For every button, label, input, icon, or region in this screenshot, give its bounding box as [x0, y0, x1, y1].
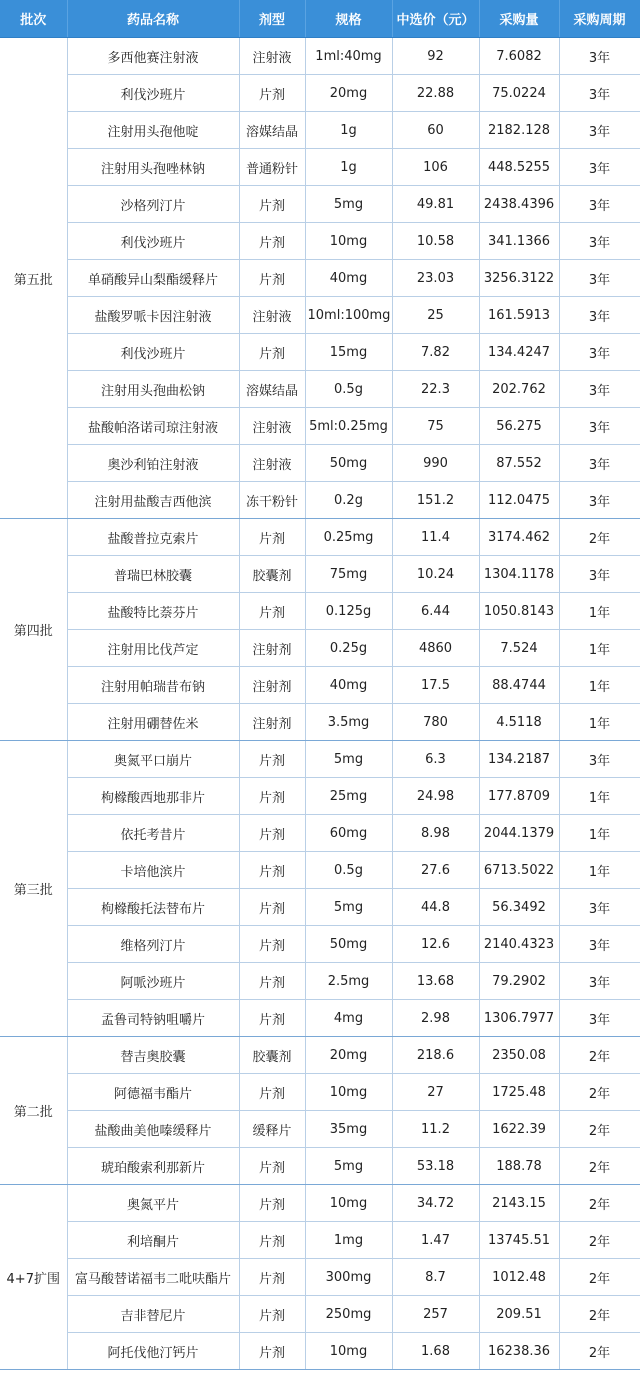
- table-row: [0, 815, 640, 852]
- header-dosage-form: 剂型: [239, 0, 305, 38]
- drug-name-cell: 依托考昔片: [67, 815, 239, 852]
- cycle-cell: 3年: [559, 149, 640, 186]
- spec-cell: 0.125g: [305, 593, 392, 630]
- spec-cell: 10mg: [305, 1074, 392, 1111]
- table-row: [0, 408, 640, 445]
- dosage-form-cell: 片剂: [239, 1074, 305, 1111]
- volume-cell: 112.0475: [479, 482, 559, 519]
- dosage-form-cell: 片剂: [239, 741, 305, 778]
- price-cell: 27: [392, 1074, 479, 1111]
- table-body: [0, 38, 640, 1370]
- volume-cell: 75.0224: [479, 75, 559, 112]
- price-cell: 1.68: [392, 1333, 479, 1370]
- price-cell: 10.58: [392, 223, 479, 260]
- drug-name-cell: 注射用比伐芦定: [67, 630, 239, 667]
- dosage-form-cell: 片剂: [239, 260, 305, 297]
- spec-cell: 2.5mg: [305, 963, 392, 1000]
- price-cell: 27.6: [392, 852, 479, 889]
- spec-cell: 50mg: [305, 445, 392, 482]
- price-cell: 2.98: [392, 1000, 479, 1037]
- price-cell: 60: [392, 112, 479, 149]
- price-cell: 22.3: [392, 371, 479, 408]
- volume-cell: 1725.48: [479, 1074, 559, 1111]
- dosage-form-cell: 溶媒结晶: [239, 112, 305, 149]
- volume-cell: 1304.1178: [479, 556, 559, 593]
- volume-cell: 3256.3122: [479, 260, 559, 297]
- dosage-form-cell: 片剂: [239, 815, 305, 852]
- header-spec: 规格: [305, 0, 392, 38]
- volume-cell: 7.524: [479, 630, 559, 667]
- price-cell: 990: [392, 445, 479, 482]
- table-row: [0, 334, 640, 371]
- cycle-cell: 2年: [559, 1037, 640, 1074]
- drug-name-cell: 多西他赛注射液: [67, 38, 239, 75]
- volume-cell: 2438.4396: [479, 186, 559, 223]
- cycle-cell: 3年: [559, 963, 640, 1000]
- spec-cell: 15mg: [305, 334, 392, 371]
- drug-name-cell: 利伐沙班片: [67, 75, 239, 112]
- spec-cell: 4mg: [305, 1000, 392, 1037]
- volume-cell: 2140.4323: [479, 926, 559, 963]
- table-row: [0, 556, 640, 593]
- cycle-cell: 3年: [559, 482, 640, 519]
- cycle-cell: 1年: [559, 630, 640, 667]
- table-row: [0, 667, 640, 704]
- drug-name-cell: 替吉奥胶囊: [67, 1037, 239, 1074]
- drug-name-cell: 注射用头孢曲松钠: [67, 371, 239, 408]
- spec-cell: 40mg: [305, 667, 392, 704]
- volume-cell: 1012.48: [479, 1259, 559, 1296]
- volume-cell: 79.2902: [479, 963, 559, 1000]
- spec-cell: 0.5g: [305, 852, 392, 889]
- cycle-cell: 1年: [559, 667, 640, 704]
- dosage-form-cell: 片剂: [239, 852, 305, 889]
- volume-cell: 3174.462: [479, 519, 559, 556]
- cycle-cell: 3年: [559, 445, 640, 482]
- spec-cell: 5mg: [305, 186, 392, 223]
- price-cell: 25: [392, 297, 479, 334]
- price-cell: 218.6: [392, 1037, 479, 1074]
- dosage-form-cell: 普通粉针: [239, 149, 305, 186]
- drug-name-cell: 单硝酸异山梨酯缓释片: [67, 260, 239, 297]
- drug-name-cell: 盐酸特比萘芬片: [67, 593, 239, 630]
- cycle-cell: 2年: [559, 1259, 640, 1296]
- dosage-form-cell: 片剂: [239, 223, 305, 260]
- spec-cell: 10mg: [305, 1333, 392, 1370]
- volume-cell: 1050.8143: [479, 593, 559, 630]
- cycle-cell: 2年: [559, 1296, 640, 1333]
- cycle-cell: 1年: [559, 815, 640, 852]
- batch-cell: 第二批: [0, 1037, 67, 1185]
- table-row: [0, 1259, 640, 1296]
- price-cell: 106: [392, 149, 479, 186]
- price-cell: 6.3: [392, 741, 479, 778]
- dosage-form-cell: 注射液: [239, 408, 305, 445]
- dosage-form-cell: 片剂: [239, 334, 305, 371]
- volume-cell: 2143.15: [479, 1185, 559, 1222]
- spec-cell: 40mg: [305, 260, 392, 297]
- drug-name-cell: 利伐沙班片: [67, 223, 239, 260]
- drug-name-cell: 盐酸曲美他嗪缓释片: [67, 1111, 239, 1148]
- drug-name-cell: 盐酸罗哌卡因注射液: [67, 297, 239, 334]
- drug-name-cell: 普瑞巴林胶囊: [67, 556, 239, 593]
- price-cell: 23.03: [392, 260, 479, 297]
- cycle-cell: 3年: [559, 741, 640, 778]
- cycle-cell: 3年: [559, 223, 640, 260]
- price-cell: 75: [392, 408, 479, 445]
- table-row: [0, 1148, 640, 1185]
- cycle-cell: 2年: [559, 1111, 640, 1148]
- price-cell: 92: [392, 38, 479, 75]
- volume-cell: 161.5913: [479, 297, 559, 334]
- volume-cell: 177.8709: [479, 778, 559, 815]
- dosage-form-cell: 片剂: [239, 926, 305, 963]
- table-row: [0, 482, 640, 519]
- table-row: [0, 38, 640, 75]
- header-volume: 采购量: [479, 0, 559, 38]
- drug-name-cell: 阿哌沙班片: [67, 963, 239, 1000]
- spec-cell: 75mg: [305, 556, 392, 593]
- spec-cell: 1g: [305, 149, 392, 186]
- cycle-cell: 2年: [559, 1185, 640, 1222]
- drug-name-cell: 吉非替尼片: [67, 1296, 239, 1333]
- dosage-form-cell: 片剂: [239, 1222, 305, 1259]
- volume-cell: 88.4744: [479, 667, 559, 704]
- volume-cell: 202.762: [479, 371, 559, 408]
- dosage-form-cell: 片剂: [239, 1148, 305, 1185]
- table-row: [0, 741, 640, 778]
- table-row: [0, 75, 640, 112]
- price-cell: 8.98: [392, 815, 479, 852]
- price-cell: 6.44: [392, 593, 479, 630]
- dosage-form-cell: 片剂: [239, 593, 305, 630]
- batch-cell: 第四批: [0, 519, 67, 741]
- cycle-cell: 3年: [559, 556, 640, 593]
- volume-cell: 56.275: [479, 408, 559, 445]
- drug-name-cell: 利培酮片: [67, 1222, 239, 1259]
- table-row: [0, 519, 640, 556]
- spec-cell: 10mg: [305, 223, 392, 260]
- volume-cell: 2044.1379: [479, 815, 559, 852]
- spec-cell: 0.25g: [305, 630, 392, 667]
- drug-name-cell: 枸橼酸托法替布片: [67, 889, 239, 926]
- price-cell: 24.98: [392, 778, 479, 815]
- table-row: [0, 186, 640, 223]
- spec-cell: 1g: [305, 112, 392, 149]
- spec-cell: 25mg: [305, 778, 392, 815]
- cycle-cell: 3年: [559, 186, 640, 223]
- table-row: [0, 1074, 640, 1111]
- header-price: 中选价（元）: [392, 0, 479, 38]
- volume-cell: 2182.128: [479, 112, 559, 149]
- volume-cell: 6713.5022: [479, 852, 559, 889]
- cycle-cell: 2年: [559, 1333, 640, 1370]
- table-row: [0, 371, 640, 408]
- spec-cell: 0.5g: [305, 371, 392, 408]
- dosage-form-cell: 片剂: [239, 1296, 305, 1333]
- drug-name-cell: 奥氮平口崩片: [67, 741, 239, 778]
- batch-cell: 4+7扩围: [0, 1185, 67, 1370]
- dosage-form-cell: 注射液: [239, 445, 305, 482]
- dosage-form-cell: 片剂: [239, 1259, 305, 1296]
- price-cell: 7.82: [392, 334, 479, 371]
- header-cycle: 采购周期: [559, 0, 640, 38]
- spec-cell: 5ml:0.25mg: [305, 408, 392, 445]
- dosage-form-cell: 注射剂: [239, 630, 305, 667]
- volume-cell: 209.51: [479, 1296, 559, 1333]
- drug-name-cell: 奥氮平片: [67, 1185, 239, 1222]
- dosage-form-cell: 注射液: [239, 38, 305, 75]
- drug-name-cell: 利伐沙班片: [67, 334, 239, 371]
- drug-name-cell: 注射用头孢他啶: [67, 112, 239, 149]
- spec-cell: 50mg: [305, 926, 392, 963]
- table-row: [0, 1296, 640, 1333]
- cycle-cell: 3年: [559, 38, 640, 75]
- dosage-form-cell: 片剂: [239, 1185, 305, 1222]
- table-row: [0, 630, 640, 667]
- dosage-form-cell: 溶媒结晶: [239, 371, 305, 408]
- drug-name-cell: 阿德福韦酯片: [67, 1074, 239, 1111]
- spec-cell: 1ml:40mg: [305, 38, 392, 75]
- drug-name-cell: 阿托伐他汀钙片: [67, 1333, 239, 1370]
- price-cell: 780: [392, 704, 479, 741]
- table-row: [0, 593, 640, 630]
- dosage-form-cell: 冻干粉针: [239, 482, 305, 519]
- drug-name-cell: 奥沙利铂注射液: [67, 445, 239, 482]
- price-cell: 12.6: [392, 926, 479, 963]
- price-cell: 34.72: [392, 1185, 479, 1222]
- spec-cell: 5mg: [305, 1148, 392, 1185]
- table-row: [0, 1185, 640, 1222]
- table-row: [0, 704, 640, 741]
- dosage-form-cell: 注射剂: [239, 704, 305, 741]
- cycle-cell: 3年: [559, 371, 640, 408]
- volume-cell: 448.5255: [479, 149, 559, 186]
- table-row: [0, 445, 640, 482]
- drug-name-cell: 注射用盐酸吉西他滨: [67, 482, 239, 519]
- volume-cell: 2350.08: [479, 1037, 559, 1074]
- spec-cell: 1mg: [305, 1222, 392, 1259]
- table-row: [0, 1000, 640, 1037]
- drug-name-cell: 盐酸帕洛诺司琼注射液: [67, 408, 239, 445]
- drug-name-cell: 孟鲁司特钠咀嚼片: [67, 1000, 239, 1037]
- table-row: [0, 260, 640, 297]
- table-row: [0, 297, 640, 334]
- cycle-cell: 2年: [559, 1074, 640, 1111]
- spec-cell: 300mg: [305, 1259, 392, 1296]
- spec-cell: 20mg: [305, 75, 392, 112]
- table-row: [0, 889, 640, 926]
- price-cell: 49.81: [392, 186, 479, 223]
- cycle-cell: 3年: [559, 408, 640, 445]
- drug-name-cell: 琥珀酸索利那新片: [67, 1148, 239, 1185]
- volume-cell: 188.78: [479, 1148, 559, 1185]
- volume-cell: 4.5118: [479, 704, 559, 741]
- table-row: [0, 149, 640, 186]
- price-cell: 13.68: [392, 963, 479, 1000]
- price-cell: 1.47: [392, 1222, 479, 1259]
- cycle-cell: 1年: [559, 852, 640, 889]
- cycle-cell: 3年: [559, 889, 640, 926]
- cycle-cell: 2年: [559, 1222, 640, 1259]
- spec-cell: 0.2g: [305, 482, 392, 519]
- cycle-cell: 3年: [559, 112, 640, 149]
- spec-cell: 60mg: [305, 815, 392, 852]
- volume-cell: 1306.7977: [479, 1000, 559, 1037]
- volume-cell: 87.552: [479, 445, 559, 482]
- spec-cell: 250mg: [305, 1296, 392, 1333]
- cycle-cell: 1年: [559, 778, 640, 815]
- cycle-cell: 3年: [559, 1000, 640, 1037]
- drug-name-cell: 盐酸普拉克索片: [67, 519, 239, 556]
- volume-cell: 56.3492: [479, 889, 559, 926]
- drug-name-cell: 富马酸替诺福韦二吡呋酯片: [67, 1259, 239, 1296]
- dosage-form-cell: 片剂: [239, 963, 305, 1000]
- dosage-form-cell: 缓释片: [239, 1111, 305, 1148]
- price-cell: 22.88: [392, 75, 479, 112]
- volume-cell: 16238.36: [479, 1333, 559, 1370]
- cycle-cell: 2年: [559, 519, 640, 556]
- cycle-cell: 3年: [559, 75, 640, 112]
- batch-cell: 第五批: [0, 38, 67, 519]
- price-cell: 11.2: [392, 1111, 479, 1148]
- cycle-cell: 3年: [559, 260, 640, 297]
- drug-name-cell: 卡培他滨片: [67, 852, 239, 889]
- table-row: [0, 1111, 640, 1148]
- dosage-form-cell: 片剂: [239, 889, 305, 926]
- dosage-form-cell: 片剂: [239, 519, 305, 556]
- dosage-form-cell: 胶囊剂: [239, 1037, 305, 1074]
- dosage-form-cell: 注射剂: [239, 667, 305, 704]
- table-row: [0, 1037, 640, 1074]
- table-row: [0, 963, 640, 1000]
- spec-cell: 5mg: [305, 741, 392, 778]
- drug-name-cell: 维格列汀片: [67, 926, 239, 963]
- drug-name-cell: 沙格列汀片: [67, 186, 239, 223]
- dosage-form-cell: 片剂: [239, 1333, 305, 1370]
- drug-name-cell: 注射用帕瑞昔布钠: [67, 667, 239, 704]
- drug-name-cell: 注射用硼替佐米: [67, 704, 239, 741]
- volume-cell: 1622.39: [479, 1111, 559, 1148]
- volume-cell: 13745.51: [479, 1222, 559, 1259]
- dosage-form-cell: 片剂: [239, 186, 305, 223]
- drug-name-cell: 枸橼酸西地那非片: [67, 778, 239, 815]
- cycle-cell: 3年: [559, 926, 640, 963]
- table-row: [0, 1333, 640, 1370]
- cycle-cell: 3年: [559, 297, 640, 334]
- spec-cell: 5mg: [305, 889, 392, 926]
- price-cell: 53.18: [392, 1148, 479, 1185]
- spec-cell: 35mg: [305, 1111, 392, 1148]
- volume-cell: 7.6082: [479, 38, 559, 75]
- spec-cell: 20mg: [305, 1037, 392, 1074]
- price-cell: 257: [392, 1296, 479, 1333]
- header-batch: 批次: [0, 0, 67, 38]
- price-cell: 44.8: [392, 889, 479, 926]
- dosage-form-cell: 注射液: [239, 297, 305, 334]
- volume-cell: 134.2187: [479, 741, 559, 778]
- batch-cell: 第三批: [0, 741, 67, 1037]
- cycle-cell: 3年: [559, 334, 640, 371]
- dosage-form-cell: 片剂: [239, 75, 305, 112]
- price-cell: 11.4: [392, 519, 479, 556]
- price-cell: 8.7: [392, 1259, 479, 1296]
- spec-cell: 10ml:100mg: [305, 297, 392, 334]
- spec-cell: 3.5mg: [305, 704, 392, 741]
- header-row: [0, 0, 640, 38]
- price-cell: 10.24: [392, 556, 479, 593]
- price-cell: 17.5: [392, 667, 479, 704]
- volume-cell: 341.1366: [479, 223, 559, 260]
- price-cell: 4860: [392, 630, 479, 667]
- cycle-cell: 1年: [559, 704, 640, 741]
- table-row: [0, 926, 640, 963]
- spec-cell: 10mg: [305, 1185, 392, 1222]
- dosage-form-cell: 片剂: [239, 778, 305, 815]
- table-row: [0, 1222, 640, 1259]
- drug-name-cell: 注射用头孢唑林钠: [67, 149, 239, 186]
- spec-cell: 0.25mg: [305, 519, 392, 556]
- table-row: [0, 223, 640, 260]
- volume-cell: 134.4247: [479, 334, 559, 371]
- dosage-form-cell: 胶囊剂: [239, 556, 305, 593]
- table-row: [0, 112, 640, 149]
- dosage-form-cell: 片剂: [239, 1000, 305, 1037]
- table-row: [0, 852, 640, 889]
- price-cell: 151.2: [392, 482, 479, 519]
- header-drug-name: 药品名称: [67, 0, 239, 38]
- table-row: [0, 778, 640, 815]
- cycle-cell: 1年: [559, 593, 640, 630]
- cycle-cell: 2年: [559, 1148, 640, 1185]
